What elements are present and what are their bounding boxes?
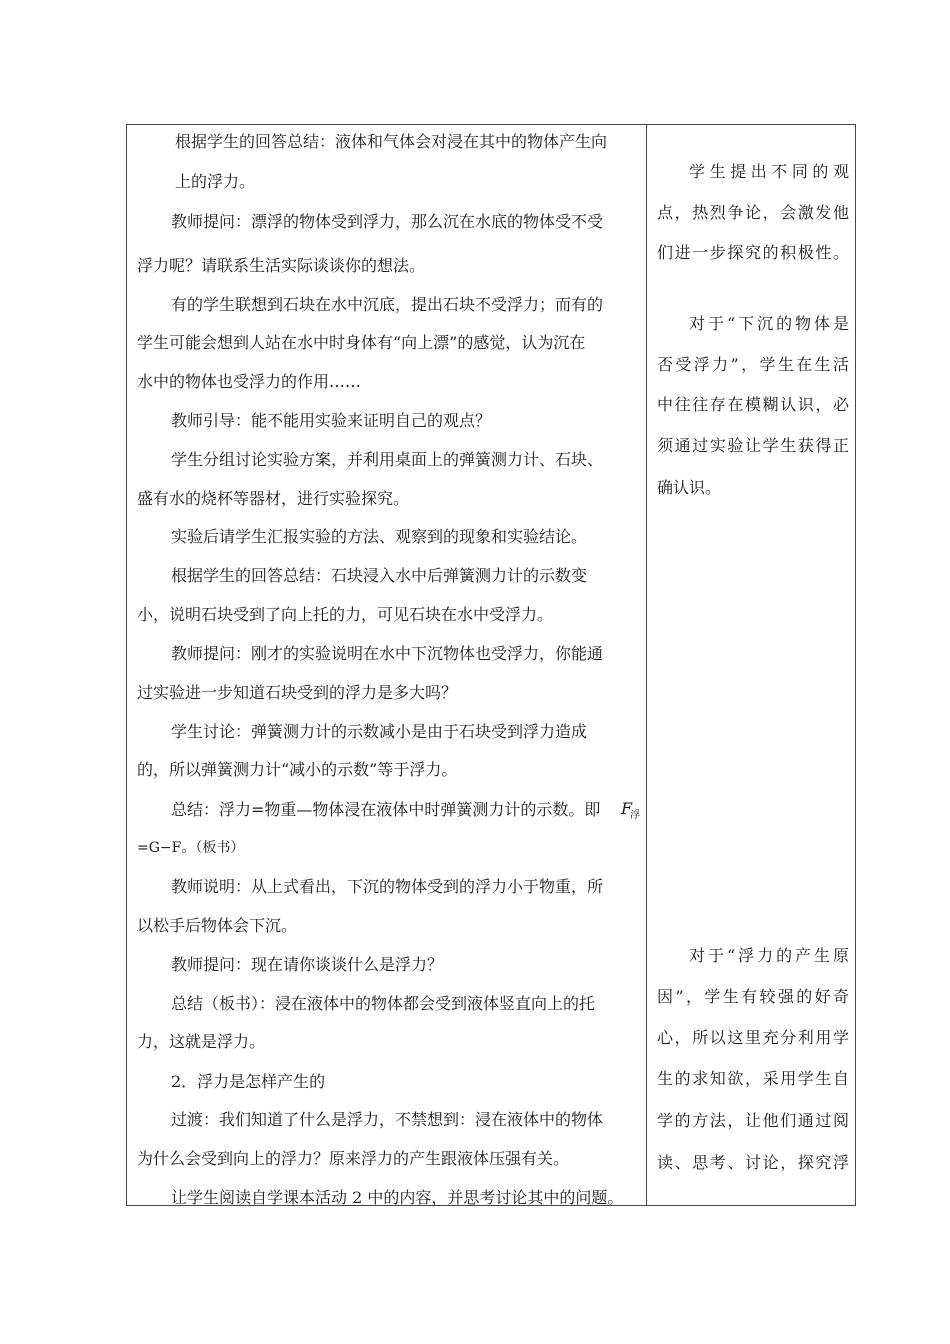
main-line-9: 学生分组讨论实验方案，并利用桌面上的弹簧测力计、石块、 <box>171 450 604 469</box>
main-line-12: 根据学生的回答总结：石块浸入水中后弹簧测力计的示数变 <box>171 566 588 585</box>
side-line-11: 心，所以这里充分利用学 <box>657 1028 849 1047</box>
main-line-27: 让学生阅读自学课本活动 2 中的内容，并思考讨论其中的问题。 <box>171 1188 624 1207</box>
main-line-18: 总结：浮力=物重—物体浸在液体中时弹簧测力计的示数。即 <box>171 800 601 819</box>
main-line-26: 为什么会受到向上的浮力？原来浮力的产生跟液体压强有关。 <box>137 1149 570 1168</box>
column-divider <box>646 125 647 1205</box>
main-line-25: 过渡：我们知道了什么是浮力，不禁想到：浸在液体中的物体 <box>171 1110 604 1129</box>
side-line-8: 确认识。 <box>657 478 722 497</box>
main-line-14: 教师提问：刚才的实验说明在水中下沉物体也受浮力，你能通 <box>171 644 604 663</box>
formula-f-symbol: F <box>621 799 633 818</box>
main-line-24: 力，这就是浮力。 <box>137 1032 266 1051</box>
side-line-9: 对于“浮力的产生原 <box>689 946 849 965</box>
main-line-23: 总结（板书）：浸在液体中的物体都会受到液体竖直向上的托 <box>171 994 596 1013</box>
main-line-7: 水中的物体也受浮力的作用…… <box>137 372 362 391</box>
side-line-5: 否受浮力”，学生在生活 <box>657 355 849 374</box>
main-line-16: 学生讨论：弹簧测力计的示数减小是由于石块受到浮力造成 <box>171 722 588 741</box>
main-line-19: =G−F。（板书） <box>137 840 245 856</box>
section-heading: 2．浮力是怎样产生的 <box>171 1072 326 1091</box>
main-line-6: 学生可能会想到人站在水中时身体有“向上漂”的感觉，认为沉在 <box>137 333 586 352</box>
main-line-11: 实验后请学生汇报实验的方法、观察到的现象和实验结论。 <box>171 527 588 546</box>
main-line-3: 教师提问：漂浮的物体受到浮力，那么沉在水底的物体受不受 <box>171 212 604 231</box>
side-line-13: 学的方法，让他们通过阅 <box>657 1111 849 1130</box>
main-line-17: 的，所以弹簧测力计“减小的示数”等于浮力。 <box>137 760 458 779</box>
main-line-15: 过实验进一步知道石块受到的浮力是多大吗？ <box>137 683 458 702</box>
main-line-10: 盛有水的烧杯等器材，进行实验探究。 <box>137 489 410 508</box>
formula-f-subscript: 浮 <box>630 810 640 821</box>
main-line-4: 浮力呢？请联系生活实际谈谈你的想法。 <box>137 256 426 275</box>
side-line-6: 中往往存在模糊认识，必 <box>657 395 849 414</box>
main-line-5: 有的学生联想到石块在水中沉底，提出石块不受浮力；而有的 <box>171 295 604 314</box>
main-line-8: 教师引导：能不能用实验来证明自己的观点？ <box>171 411 492 430</box>
lesson-table <box>126 124 856 1206</box>
main-line-2: 上的浮力。 <box>175 172 256 191</box>
side-line-14: 读、思考、讨论，探究浮 <box>657 1153 849 1172</box>
side-line-7: 须通过实验让学生获得正 <box>657 436 849 455</box>
main-line-1: 根据学生的回答总结：液体和气体会对浸在其中的物体产生向 <box>175 132 608 151</box>
side-line-4: 对于“下沉的物体是 <box>689 314 849 333</box>
main-line-22: 教师提问：现在请你谈谈什么是浮力？ <box>171 955 444 974</box>
main-line-21: 以松手后物体会下沉。 <box>137 916 298 935</box>
side-line-1: 学生提出不同的观 <box>689 162 849 181</box>
main-line-13: 小，说明石块受到了向上托的力，可见石块在水中受浮力。 <box>137 605 554 624</box>
side-line-12: 生的求知欲，采用学生自 <box>657 1069 849 1088</box>
main-line-20: 教师说明：从上式看出，下沉的物体受到的浮力小于物重，所 <box>171 877 604 896</box>
side-line-3: 们进一步探究的积极性。 <box>657 243 849 262</box>
side-line-10: 因”，学生有较强的好奇 <box>657 987 849 1006</box>
side-line-2: 点，热烈争论，会激发他 <box>657 203 849 222</box>
